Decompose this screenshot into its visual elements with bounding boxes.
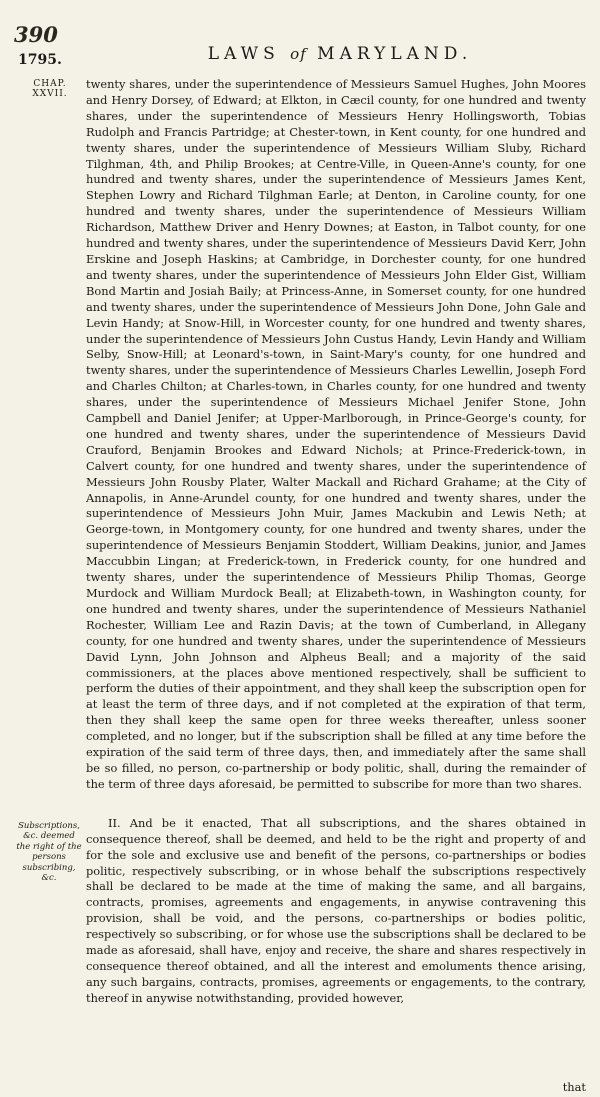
section-gap [86,793,586,816]
paragraph-continuation: twenty shares, under the superintendence of Messieurs Samuel Hughes, John Moores and Henry Dorsey, of Edward; at Elkton, in Cæcil county, for one hundred and twenty shares, under the superintendence of Messieurs Henry Hollingsworth, Tobias Rudolph and Francis Partridge; at Chester-town, in Kent county, for one hundred and twenty shares, under the superintendence of Messieurs William Sluby, Richard Tilghman, 4th, and Philip Brookes; at Centre-Ville, in Queen-Anne's county, for one hundred and twenty shares, under the superintendence of Messieurs James Kent, Stephen Lowry and Richard Tilghman Earle; at Denton, in Caroline county, for one hundred and twenty shares, under the superintendence of Messieurs William Richardson, Matthew Driver and Henry Downes; at Easton, in Talbot county, for one hundred and twenty shares, under the superintendence of Messieurs David Kerr, John Erskine and Joseph Haskins; at Cambridge, in Dorchester county, for one hundred and twenty shares, under the superintendence of Messieurs John Elder Gist, William Bond Martin and Josiah Baily; at Princess-Anne, in Somerset county, for one hundred and twenty shares, under the superintendence of Messieurs John Done, John Gale and Levin Handy; at Snow-Hill, in Worcester county, for one hundred and twenty shares, under the superintendence of Messieurs John Custus Handy, Levin Handy and William Selby, Snow-Hill; at Leonard's-town, in Saint-Mary's county, for one hundred and twenty shares, under the superintendence of Messieurs Charles Lewellin, Joseph Ford and Charles Chilton; at Charles-town, in Charles county, for one hundred and twenty shares, under the superintendence of Messieurs Michael Jenifer Stone, John Campbell and Daniel Jenifer; at Upper-Marlborough, in Prince-George's county, for one hundred and twenty shares, under the superintendence of Messieurs David Crauford, Benjamin Brookes and Edward Nichols; at Prince-Frederick-town, in Calvert county, for one hundred and twenty shares, under the superintendence of Messieurs John Rousby Plater, Walter Mackall and Richard Grahame; at the City of Annapolis, in Anne-Arundel county, for one hundred and twenty shares, under the superintendence of Messieurs John Muir, James Mackubin and Lewis Neth; at George-town, in Montgomery county, for one hundred and twenty shares, under the superintendence of Messieurs Benjamin Stoddert, William Deakins, junior, and James Maccubbin Lingan; at Frederick-town, in Frederick county, for one hundred and twenty shares, under the superintendence of Messieurs Philip Thomas, George Murdock and William Murdock Beall; at Elizabeth-town, in Washington county, for one hundred and twenty shares, under the superintendence of Messieurs Nathaniel Rochester, William Lee and Razin Davis; at the town of Cumberland, in Allegany county, for one hundred and twenty shares, under the superintendence of Messieurs David Lynn, John Johnson and Alpheus Beall; and a majority of the said commissioners, at the places above mentioned respectively, shall be sufficient to perform the duties of their appointment, and they shall keep the subscription open for at least the term of three days, and if not completed at the expiration of that term, then they shall keep the same open for three weeks thereafter, unless sooner completed, and no longer, but if the subscription shall be filled at any time before the expiration of the said term of three days, then, and immediately after the same shall be so filled, no person, co-partnership or body politic, shall, during the remainder of the term of three days aforesaid, be permitted to subscribe for more than two shares. [86,77,586,791]
body-text [86,77,586,1007]
catchword: that [562,1080,586,1094]
running-head [150,44,530,64]
margin-note: Subscriptions, &c. deemed the right of the persons subscribing, &c. [16,821,82,884]
running-head-of: of [290,45,307,63]
chapter-label: CHAP. XXVII. [32,79,68,99]
year-label: 1795. [18,52,62,68]
page-number: 390 [14,22,58,47]
running-head-state: MARYLAND. [317,44,473,64]
section-two-paragraph: II. And be it enacted, That all subscriptions, and the shares obtained in consequence thereof, shall be deemed, and held to be the right and property of and for the sole and exclusive use and benefit of the persons, co-partnerships or bodies politic, respectively subscribing, or in whose behalf the subscriptions respectively shall be declared to be made at the time of making the same, and all bargains, contracts, promises, agreements and engagements, in anywise contravening this provision, shall be void, and the persons, co-partnerships or bodies politic, respectively so subscribing, or for whose use the subscriptions shall be declared to be made as aforesaid, shall have, enjoy and receive, the share and shares respectively in consequence thereof obtained, and all the interest and emoluments thence arising, any such bargains, contracts, promises, agreements or engagements, to the contrary, thereof in anywise notwithstanding, provided however, [86,815,586,1005]
running-head-laws: LAWS [207,44,280,64]
